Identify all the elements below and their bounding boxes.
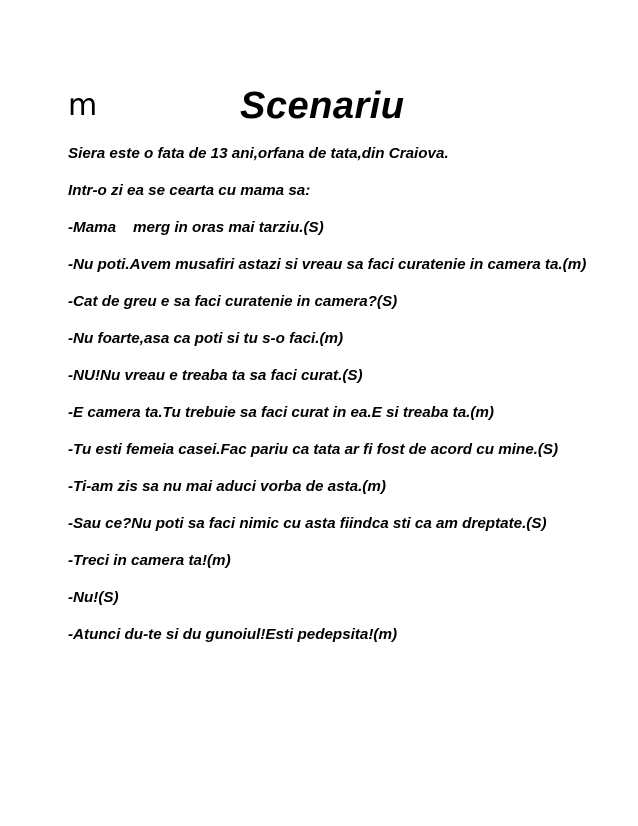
dialogue-line: -Mama merg in oras mai tarziu.(S) [68,219,324,236]
dialogue-line: -Tu esti femeia casei.Fac pariu ca tata ar fi fost de acord cu mine.(S) [68,441,559,458]
dialogue-line: -Nu!(S) [68,589,119,606]
dialogue-line: -Treci in camera ta!(m) [68,552,231,569]
document-body [68,140,588,658]
heading-mark: m [68,88,98,123]
dialogue-line: -Nu foarte,asa ca poti si tu s-o faci.(m) [68,330,344,347]
dialogue-line: -Atunci du-te si du gunoiul!Esti pedepsita!(m) [68,626,398,643]
dialogue-line: -E camera ta.Tu trebuie sa faci curat in ea.E si treaba ta.(m) [68,404,494,421]
paragraph-setup: Intr-o zi ea se cearta cu mama sa: [68,182,311,199]
dialogue-line: -Sau ce?Nu poti sa faci nimic cu asta fiindca sti ca am dreptate.(S) [68,515,547,532]
dialogue-line: -Nu poti.Avem musafiri astazi si vreau sa faci curatenie in camera ta.(m) [68,256,587,273]
document-title: Scenariu [240,85,405,127]
dialogue-line: -NU!Nu vreau e treaba ta sa faci curat.(S) [68,367,363,384]
document-heading [68,84,588,132]
dialogue-line: -Ti-am zis sa nu mai aduci vorba de asta.(m) [68,478,386,495]
dialogue-line: -Cat de greu e sa faci curatenie in camera?(S) [68,293,398,310]
paragraph-intro: Siera este o fata de 13 ani,orfana de tata,din Craiova. [68,145,449,162]
